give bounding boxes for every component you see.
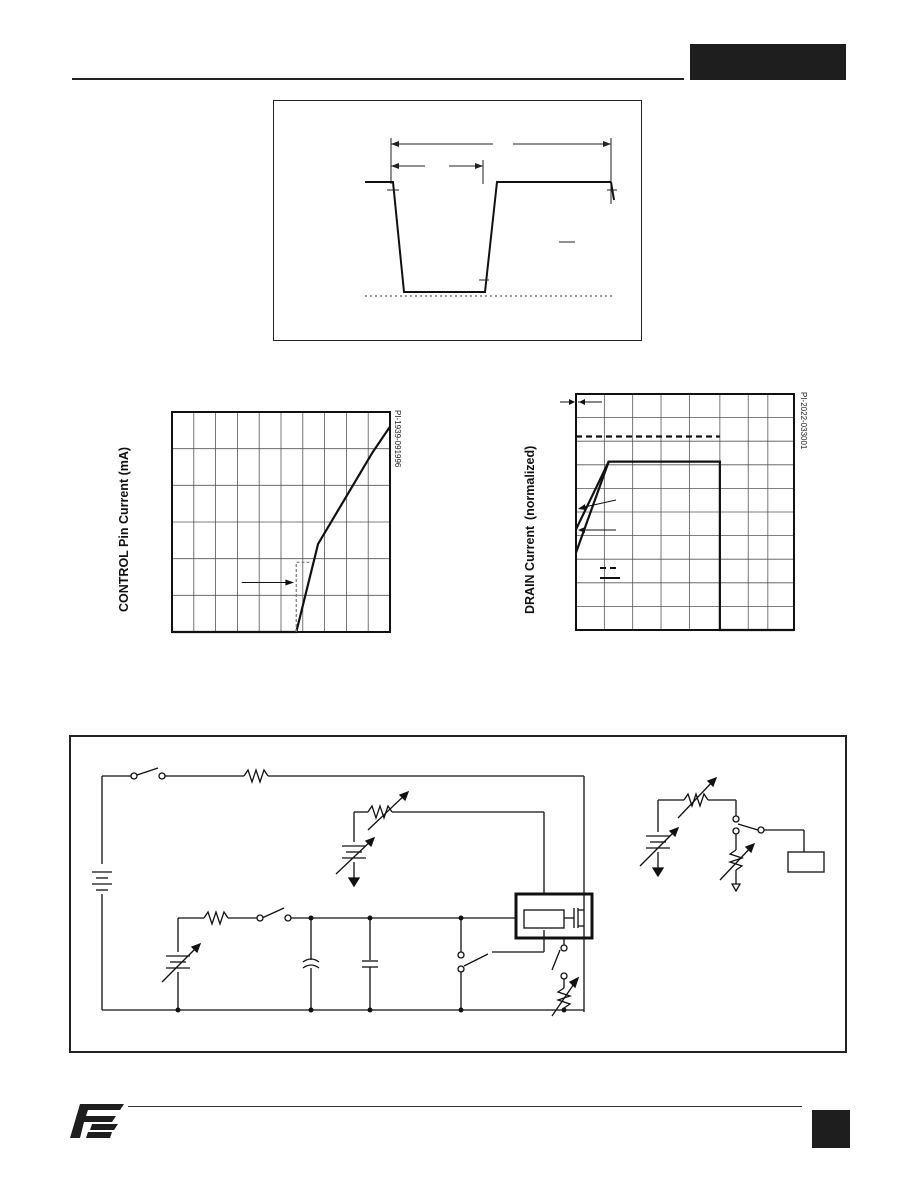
company-logo-icon (70, 1104, 124, 1138)
control-pin-current-chart (170, 410, 392, 634)
series-line-3 (576, 462, 609, 530)
indicator-arrowhead-right (579, 399, 585, 405)
pointer-arrowhead-upper (578, 504, 586, 510)
right-chart-figure-code: PI-2022-033001 (799, 392, 808, 450)
pointer-arrowhead-lower (578, 527, 585, 533)
drain-current-chart (560, 390, 800, 636)
header-rule (72, 78, 684, 80)
right-chart-y-axis-label: DRAIN Current (523, 525, 537, 614)
right-chart-y-axis-label-normalized: (normalized) (523, 445, 537, 520)
series-line-2 (576, 462, 794, 630)
annotation-arrowhead (285, 580, 294, 586)
footer-rule (128, 1106, 802, 1107)
header-title-tab (690, 44, 846, 80)
left-chart-y-axis-label: CONTROL Pin Current (mA) (117, 446, 131, 612)
left-chart-figure-code: PI-1939-091996 (393, 410, 402, 468)
timing-waveform-diagram (273, 100, 643, 342)
indicator-arrowhead-left (569, 399, 575, 405)
test-circuit-schematic (68, 734, 848, 1054)
footer-page-tab (812, 1110, 850, 1148)
